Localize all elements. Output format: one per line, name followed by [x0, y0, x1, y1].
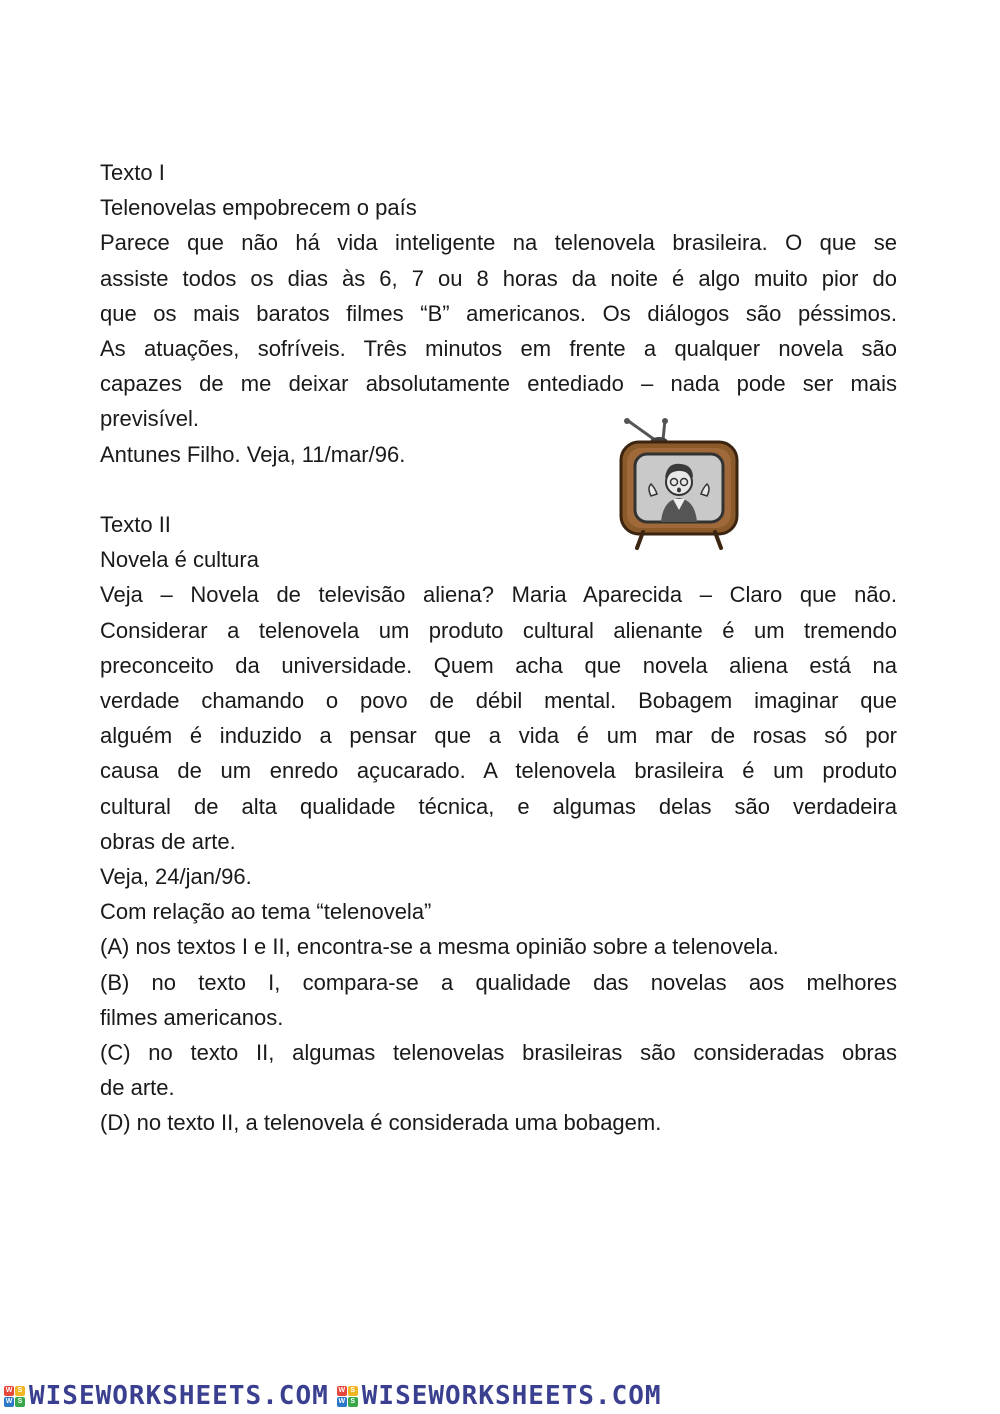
logo-tile: S — [348, 1386, 358, 1396]
footer-branding — [0, 1378, 1000, 1414]
logo-tile: W — [338, 1386, 346, 1394]
texto2-source: Veja, 24/jan/96. — [100, 864, 252, 890]
texto2-line: alguém é induzido a pensar que a vida é um mar de rosas só por — [100, 723, 897, 749]
retro-tv-illustration — [615, 418, 743, 550]
option-a: (A) nos textos I e II, encontra-se a mesma opinião sobre a telenovela. — [100, 934, 779, 960]
logo-tile: S — [15, 1386, 25, 1396]
texto1-line: previsível. — [100, 406, 200, 432]
spacer — [100, 472, 897, 507]
texto2-line: preconceito da universidade. Quem acha que novela aliena está na — [100, 652, 897, 678]
option-c: (C) no texto II, algumas telenovelas brasileiras são consideradas obras — [100, 1040, 897, 1066]
texto1-heading: Texto I — [100, 160, 165, 185]
wiseworksheets-logo-icon — [337, 1386, 358, 1407]
texto2-heading: Texto II — [100, 512, 171, 538]
option-b-cont: filmes americanos. — [100, 1004, 284, 1030]
option-c-cont: de arte. — [100, 1075, 175, 1101]
texto2-line: cultural de alta qualidade técnica, e algumas delas são verdadeira — [100, 793, 897, 819]
logo-tile: W — [338, 1397, 346, 1405]
wiseworksheets-logo-icon — [4, 1386, 25, 1407]
texto1-line: As atuações, sofríveis. Três minutos em frente a qualquer novela são — [100, 336, 897, 362]
logo-tile: S — [348, 1397, 358, 1407]
logo-tile: S — [15, 1397, 25, 1407]
texto2-line: Considerar a telenovela um produto cultural alienante é um tremendo — [100, 617, 897, 643]
worksheet-content — [100, 155, 897, 1141]
logo-tile: W — [5, 1386, 13, 1394]
texto1-line: que os mais baratos filmes “B” americanos. Os diálogos são péssimos. — [100, 300, 897, 326]
tv-antenna-left — [627, 420, 655, 440]
texto2-line: verdade chamando o povo de débil mental. Bobagem imaginar que — [100, 688, 897, 714]
option-b: (B) no texto I, compara-se a qualidade das novelas aos melhores — [100, 969, 897, 995]
texto2-line: obras de arte. — [100, 828, 236, 854]
question-prompt: Com relação ao tema “telenovela” — [100, 899, 432, 925]
texto2-title: Novela é cultura — [100, 547, 259, 573]
texto1-source: Antunes Filho. Veja, 11/mar/96. — [100, 441, 406, 467]
option-d: (D) no texto II, a telenovela é considerada uma bobagem. — [100, 1110, 662, 1136]
texto1-title: Telenovelas empobrecem o país — [100, 195, 417, 221]
texto1-line: capazes de me deixar absolutamente entediado – nada pode ser mais — [100, 371, 897, 397]
brand-text: WISEWORKSHEETS.COM — [361, 1381, 662, 1411]
logo-tile: W — [5, 1397, 13, 1405]
texto2-line: Veja – Novela de televisão aliena? Maria Aparecida – Claro que não. — [100, 582, 897, 608]
brand-left — [4, 1381, 329, 1411]
texto1-line: Parece que não há vida inteligente na telenovela brasileira. O que se — [100, 230, 897, 256]
brand-right — [337, 1381, 662, 1411]
texto1-line: assiste todos os dias às 6, 7 ou 8 horas da noite é algo muito pior do — [100, 265, 897, 291]
texto2-line: causa de um enredo açucarado. A telenovela brasileira é um produto — [100, 758, 897, 784]
brand-text: WISEWORKSHEETS.COM — [29, 1381, 329, 1411]
